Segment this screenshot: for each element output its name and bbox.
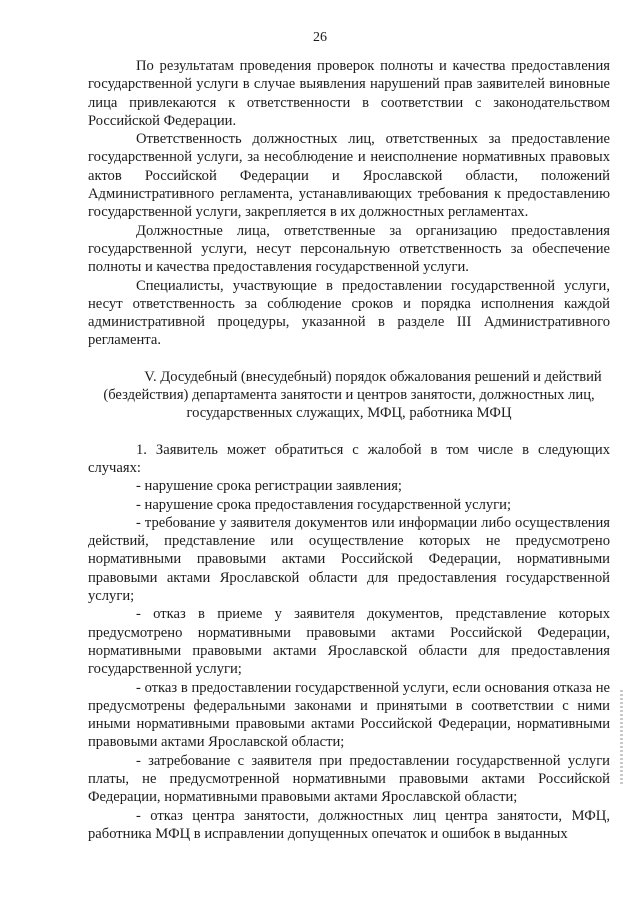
document-body <box>88 57 610 843</box>
paragraph: По результатам проведения проверок полноты и качества предоставления государственной услуги в случае выявления нарушений прав заявителей виновные лица привлекаются к ответственности в соответствии с законодательством Российской Федерации. <box>88 58 610 129</box>
list-item: - нарушение срока предоставления государственной услуги; <box>136 496 512 513</box>
list-item: - отказ в приеме у заявителя документов, представление которых предусмотрено нормативными правовыми актами Российской Федерации, нормативными правовыми актами Ярославской области для предоставления государственной услуги; <box>88 606 610 678</box>
page-number: 26 <box>313 30 327 45</box>
list-item: - требование у заявителя документов или информации либо осуществления действий, представление или осуществление которых не предусмотрено нормативными правовыми актами Российской Федерации, нормативными правовыми актами Ярославской области для предоставления государственной услуги; <box>88 514 610 605</box>
list-item: - отказ в предоставлении государственной услуги, если основания отказа не предусмотрены федеральными законами и принятыми в соответствии с ними иными нормативными правовыми актами Российской Федерации, нормативными правовыми актами Ярославской области; <box>88 679 610 751</box>
list-item: - затребование с заявителя при предоставлении государственной услуги платы, не предусмотренной нормативными правовыми актами Российской Федерации, нормативными правовыми актами Ярославской области; <box>88 752 610 806</box>
list-item: - отказ центра занятости, должностных лиц центра занятости, МФЦ, работника МФЦ в исправлении допущенных опечаток и ошибок в выданных <box>88 807 610 842</box>
paragraph: Ответственность должностных лиц, ответственных за предоставление государственной услуги, за несоблюдение и неисполнение нормативных правовых актов Российской Федерации и Ярославской области, положений Административного регламента, устанавливающих требования к предоставлению государственной услуги, закрепляется в их должностных регламентах. <box>88 131 610 221</box>
list-item: - нарушение срока регистрации заявления; <box>136 478 402 495</box>
paragraph: Специалисты, участвующие в предоставлении государственной услуги, несут ответственность за соблюдение сроков и порядка исполнения каждой административной процедуры, указанной в разделе III Административного регламента. <box>88 277 610 349</box>
section-heading: V. Досудебный (внесудебный) порядок обжалования решений и действий (бездействия) департамента занятости и центров занятости, должностных лиц, государственных служащих, МФЦ, работника МФЦ <box>103 368 602 422</box>
paragraph: Должностные лица, ответственные за организацию предоставления государственной услуги, несут персональную ответственность за обеспечение полноты и качества предоставления государственной услуги. <box>88 222 610 276</box>
scan-edge-mark <box>620 690 623 785</box>
paragraph: 1. Заявитель может обратиться с жалобой в том числе в следующих случаях: <box>88 441 610 476</box>
